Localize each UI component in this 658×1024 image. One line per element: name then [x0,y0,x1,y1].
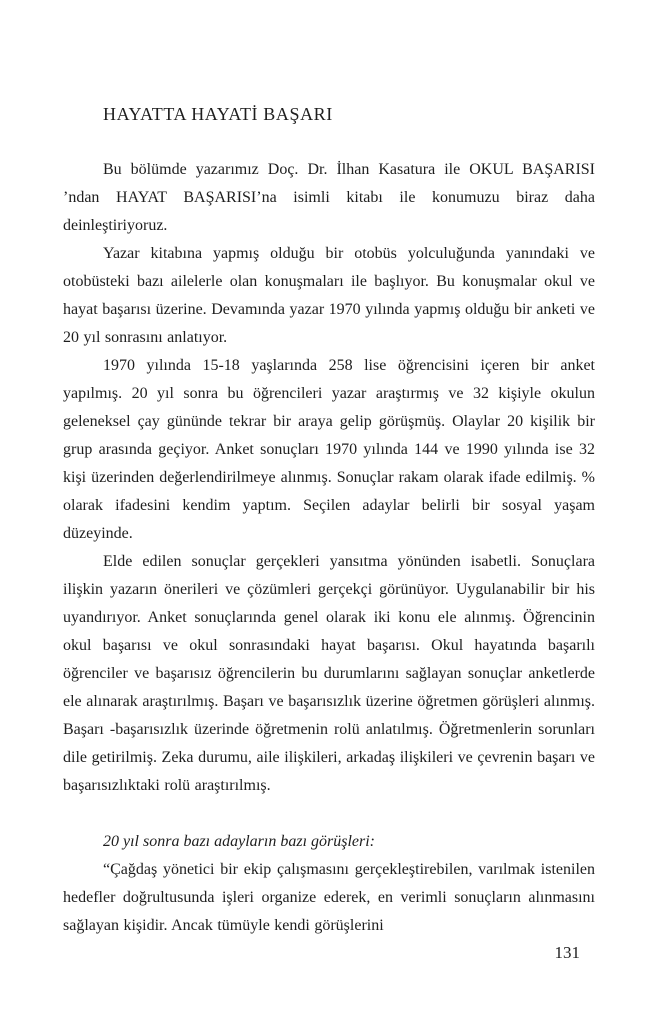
page-number: 131 [554,943,580,962]
quote-paragraph: “Çağdaş yönetici bir ekip çalışmasını gerçekleştirebilen, varılmak istenilen hedefler doğrultusunda işleri organize ederek, en verimli sonuçların alınmasını sağlayan kişidir. Ancak tümüyle kendi görüşlerini [63,861,595,934]
section-heading-italic: 20 yıl sonra bazı adayların bazı görüşleri: [103,833,376,850]
body-paragraph-4: Elde edilen sonuçlar gerçekleri yansıtma yönünden isabetli. Sonuçlara ilişkin yazarın önerileri ve çözümleri gerçekçi görünüyor. Uygulanabilir bir his uyandırıyor. Anket sonuçlarında genel olarak iki konu ele alınmış. Öğrencinin okul başarısı ve okul sonrasındaki hayat başarısı. Okul hayatında başarılı öğrenciler ve başarısız öğrencilerin bu durumlarını sağlayan sonuçlar anketlerde ele alınarak araştırılmış. Başarı ve başarısızlık üzerine öğretmen görüşleri alınmış. Başarı -başarısızlık üzerinde öğretmenin rolü anlatılmış. Öğretmenlerin sorunları dile getirilmiş. Zeka durumu, aile ilişkileri, arkadaş ilişkileri ve çevrenin başarı ve başarısızlıktaki rolü araştırılmış. [63,553,595,794]
body-paragraph-2: Yazar kitabına yapmış olduğu bir otobüs yolculuğunda yanındaki ve otobüsteki bazı ailelerle olan konuşmaları ile başlıyor. Bu konuşmalar okul ve hayat başarısı üzerine. Devamında yazar 1970 yılında yapmış olduğu bir anketi ve 20 yıl sonrasını anlatıyor. [63,245,595,346]
body-paragraph-3: 1970 yılında 15-18 yaşlarında 258 lise öğrencisini içeren bir anket yapılmış. 20 yıl sonra bu öğrencileri yazar araştırmış ve 32 kişiyle okulun geleneksel çay gününde tekrar bir araya gelip görüşmüş. Olaylar 20 kişilik bir grup arasında geçiyor. Anket sonuçları 1970 yılında 144 ve 1990 yılında ise 32 kişi üzerinden değerlendirilmeye alınmış. Sonuçlar rakam olarak ifade edilmiş. % olarak ifadesini kendim yaptım. Seçilen adaylar belirli bir sosyal yaşam düzeyinde. [63,357,595,542]
body-paragraph-1: Bu bölümde yazarımız Doç. Dr. İlhan Kasatura ile OKUL BAŞARISI ’ndan HAYAT BAŞARISI’na isimli kitabı ile konumuzu biraz daha deinleştiriyoruz. [63,161,595,234]
chapter-title: HAYATTA HAYATİ BAŞARI [103,104,333,124]
